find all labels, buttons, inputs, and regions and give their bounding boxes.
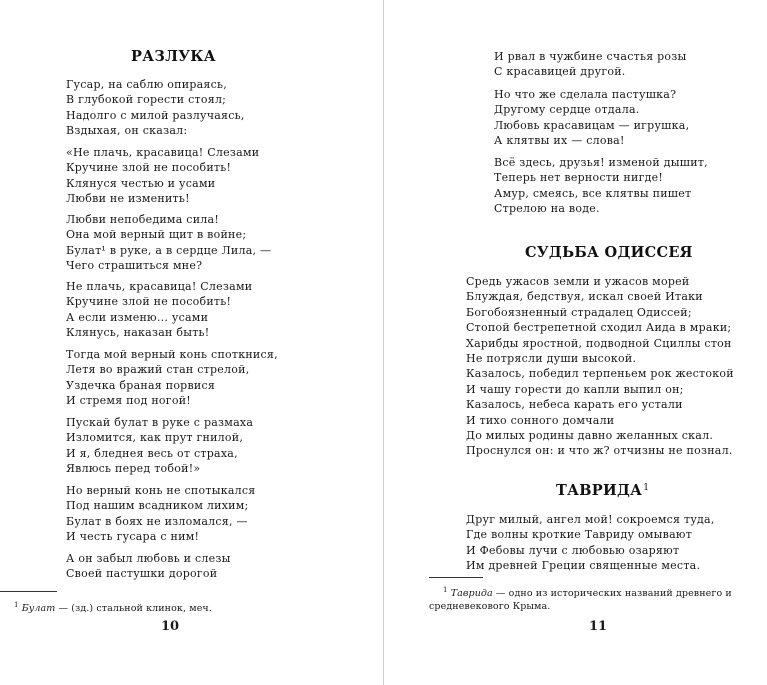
- poem-line: Своей пастушки дорогой: [66, 567, 218, 581]
- poem-line: Уздечка бранaя порвися: [66, 378, 216, 392]
- stanza-4: [66, 279, 252, 341]
- poem-line: Всё здесь, друзья! изменой дышит,: [494, 156, 708, 169]
- footnote-rule: [0, 591, 57, 592]
- poem-line: Изломится, как прут гнилой,: [66, 431, 244, 445]
- poem-title-razluka: РАЗЛУКА: [131, 48, 216, 65]
- footnote-text: средневекового Крыма.: [429, 601, 551, 612]
- poem-line: Под нашим всадником лихим;: [66, 499, 249, 513]
- footnote-mark: 1: [443, 586, 448, 594]
- poem-line: Теперь нет верности нигде!: [494, 171, 664, 185]
- page-number: 11: [588, 619, 608, 634]
- stanza-3: [66, 212, 271, 274]
- page-number: 10: [160, 619, 180, 634]
- poem-line: Друг милый, ангел мой! сокроемся туда,: [466, 513, 715, 526]
- footnote-text: — (зд.) стальной клинок, меч.: [55, 603, 212, 614]
- stanza-continued-1: [494, 49, 687, 80]
- poem-line: Явлюсь перед тобой!»: [66, 462, 201, 476]
- poem-line: Булат¹ в руке, а в сердце Лила, —: [66, 243, 272, 257]
- poem-line: Любви непобедима сила!: [66, 213, 220, 226]
- poem-line: Вздыхая, он сказал:: [66, 124, 188, 138]
- poem-line: Тогда мой верный конь споткнися,: [66, 348, 278, 361]
- poem-line: И чашу горести до капли выпил он;: [466, 382, 684, 396]
- stanza-2: [66, 145, 259, 207]
- poem-line: Любовь красавицам — игрушка,: [494, 118, 690, 132]
- poem-line: Богобоязненный страдалец Одиссей;: [466, 305, 692, 319]
- poem-line: Проснулся он: и что ж? отчизны не познал.: [466, 444, 733, 458]
- poem-line: А он забыл любовь и слезы: [66, 552, 231, 565]
- poem-line: Им древней Греции священные места.: [466, 559, 701, 573]
- poem-line: Летя во вражий стан стрелой,: [66, 363, 250, 377]
- poem-line: Чего страшиться мне?: [66, 259, 203, 273]
- footnote-tavrida: [429, 584, 732, 613]
- poem-line: И стремя под ногой!: [66, 394, 191, 408]
- poem-line: И рвал в чужбине счастья розы: [494, 50, 687, 63]
- poem-line: Амур, смеясь, все клятвы пишет: [494, 186, 692, 200]
- poem-line: Любви не изменить!: [66, 192, 190, 206]
- right-page: [384, 0, 767, 685]
- poem-line: И Фебовы лучи с любовью озаряют: [466, 543, 680, 557]
- poem-line: Клянуся честью и усами: [66, 176, 216, 190]
- tavrida-poem: [466, 512, 715, 574]
- poem-line: Казалось, небеса карать его устали: [466, 398, 683, 412]
- poem-line: Пускай булат в руке с размаха: [66, 416, 254, 429]
- poem-line: Стопой бестрепетной сходил Аида в мраки;: [466, 321, 732, 335]
- odyssey-poem: [466, 274, 734, 459]
- poem-title-tavrida: [556, 482, 649, 499]
- poem-title-text: ТАВРИДА: [556, 482, 643, 499]
- footnote-bulat: [14, 599, 212, 615]
- stanza-8: [66, 551, 231, 582]
- poem-line: Харибды яростной, подводной Сциллы стон: [466, 336, 732, 350]
- left-page: [0, 0, 383, 685]
- stanza-5: [66, 347, 278, 409]
- stanza-1: [66, 77, 245, 139]
- poem-line: Не плачь, красавица! Слезами: [66, 280, 253, 293]
- poem-line: Но что же сделала пастушка?: [494, 88, 677, 101]
- stanza-continued-3: [494, 155, 708, 217]
- poem-title-odyssey: СУДЬБА ОДИССЕЯ: [525, 244, 693, 261]
- poem-line: С красавицей другой.: [494, 65, 626, 79]
- footnote-mark: 1: [643, 483, 650, 493]
- poem-line: Надолго с милой разлучаясь,: [66, 108, 245, 122]
- poem-line: До милых родины давно желанных скал.: [466, 429, 714, 443]
- poem-line: Кручине злой не пособить!: [66, 295, 232, 309]
- poem-line: А клятвы их — слова!: [494, 134, 625, 148]
- poem-line: Где волны кроткие Тавриду омывают: [466, 528, 693, 542]
- footnote-mark: 1: [14, 601, 19, 609]
- poem-line: Казалось, победил терпеньем рок жестокой: [466, 367, 734, 381]
- poem-line: Блуждая, бедствуя, искал своей Итаки: [466, 290, 703, 304]
- poem-line: Стрелою на воде.: [494, 202, 600, 216]
- stanza-continued-2: [494, 87, 689, 149]
- poem-line: И честь гусара с ним!: [66, 530, 200, 544]
- footnote-term: Булат: [21, 603, 56, 614]
- footnote-term: Таврида: [450, 588, 493, 599]
- stanza-7: [66, 483, 256, 545]
- poem-line: Булат в боях не изломался, —: [66, 514, 248, 528]
- poem-line: Средь ужасов земли и ужасов морей: [466, 275, 690, 288]
- footnote-rule: [429, 577, 483, 578]
- poem-line: Она мой верный щит в войне;: [66, 228, 247, 242]
- poem-line: А если изменю... усами: [66, 310, 209, 324]
- poem-line: Кручине злой не пособить!: [66, 161, 232, 175]
- poem-line: Но верный конь не спотыкался: [66, 484, 256, 497]
- poem-line: Гусар, на саблю опираясь,: [66, 78, 228, 91]
- poem-line: Не потрясли души высокой.: [466, 352, 637, 366]
- poem-line: И тихо сонного домчали: [466, 413, 615, 427]
- poem-line: «Не плачь, красавица! Слезами: [66, 146, 260, 159]
- poem-line: Другому сердце отдала.: [494, 103, 640, 117]
- poem-line: И я, бледнея весь от страха,: [66, 446, 238, 460]
- footnote-text: — одно из исторических названий древнего и: [492, 588, 732, 599]
- poem-line: Клянусь, наказан быть!: [66, 326, 210, 340]
- stanza-6: [66, 415, 253, 477]
- poem-line: В глубокой горести стоял;: [66, 93, 227, 107]
